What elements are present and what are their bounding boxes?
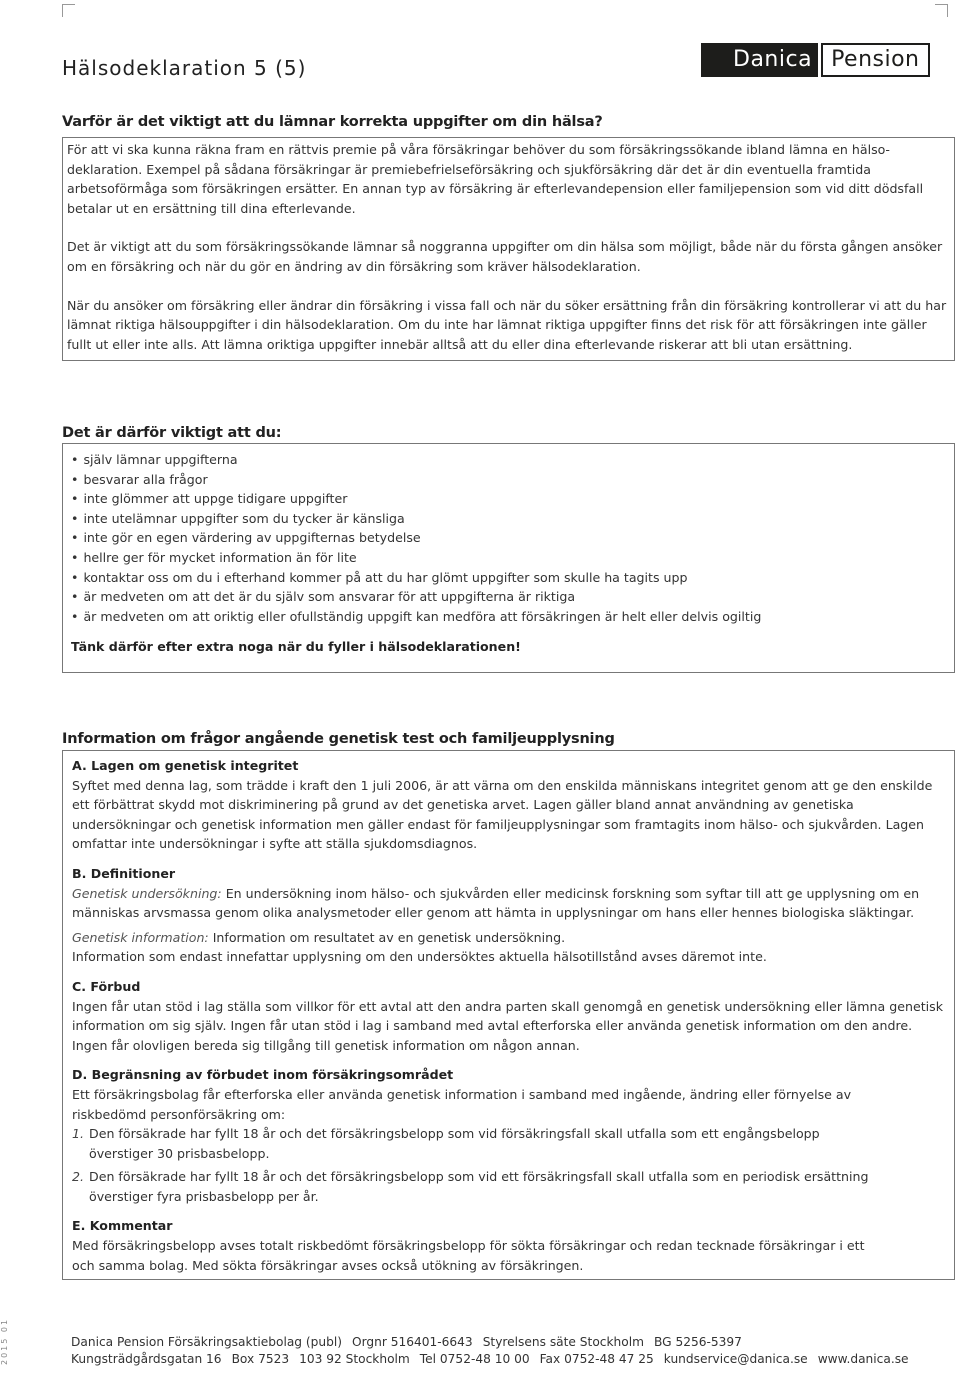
footer — [71, 1334, 919, 1368]
section1-paragraph-1: För att vi ska kunna räkna fram en rättvis premie på våra försäkringar behöver du som försäkringssökande ibland lämna en hälsodeklaration. Exempel på sådana försäkringar är premiebefrielseförsäkring och sjukförsäkring där det är din eventuella framtida arbetsoförmåga som försäkringen ersätter. En annan typ av försäkring är efterlevandepension eller familjepension som vid ditt dödsfall betalar ut en ersättning till dina efterlevande. — [67, 142, 924, 216]
definition-genetic-information — [72, 928, 945, 948]
definition-genetic-information-note: Information som endast innefattar upplysning om den undersöktes aktuella hälsotillstånd avses däremot inte. — [72, 949, 767, 965]
footer-email: kundservice@danica.se — [663, 1352, 808, 1366]
logo-danica: Danica — [701, 43, 818, 77]
section1-paragraph-2: Det är viktigt att du som försäkringssökande lämnar så noggranna uppgifter om din hälsa som möjligt, både när du första gången ansöker om en försäkring och när du gör en ändring av din försäkring som kräver hälsodeklaration. — [67, 239, 943, 274]
footer-website: www.danica.se — [817, 1352, 909, 1366]
term-genetic-examination: Genetisk undersökning: — [72, 885, 222, 901]
list-item — [72, 1124, 945, 1163]
subsection-c-heading: C. Förbud — [72, 978, 141, 994]
list-item: • hellre ger för mycket information än för lite — [71, 548, 946, 568]
document-title: Hälsodeklaration 5 (5) — [62, 56, 307, 80]
subsection-e-heading: E. Kommentar — [72, 1218, 173, 1234]
list-item: • är medveten om att oriktig eller ofullständig uppgift kan medföra att försäkringen är helt eller delvis ogiltig — [71, 607, 946, 627]
logo-pension: Pension — [821, 43, 929, 77]
footer-fax: Fax 0752-48 47 25 — [539, 1352, 654, 1366]
subsection-b-heading: B. Definitioner — [72, 865, 176, 881]
footer-seat: Styrelsens säte Stockholm — [482, 1335, 644, 1349]
list-item-number: 1. — [72, 1126, 85, 1142]
def-genetic-examination: En undersökning inom hälso- och sjukvården eller medicinsk forskning som syftar till att ge upplysning om en människas arvsmassa genom olika analysmetoder eller genom att hämta in upplysningar om hans eller hennes biologiska släktingar. — [72, 885, 920, 921]
print-code: 2015 01 — [0, 1317, 9, 1365]
subsection-a-text: Syftet med denna lag, som trädde i kraft den 1 juli 2006, är att värna om den enskilda människans integritet genom att ge den enskilde ett förbättrat skydd mot diskriminering på grund av det genetiska arvet. Lagen gäller bland annat användning av genetiska undersökningar och genetisk information men gäller endast för familjeupplysningar som framtagits inom hälso- och sjukvården. Lagen omfattar inte undersökningar i syfte att ställa sjukdomsdiagnos. — [72, 777, 933, 852]
section1-box — [62, 137, 955, 361]
list-item: • kontaktar oss om du i efterhand kommer på att du har glömt uppgifter som skulle ha tagits upp — [71, 568, 946, 588]
list-item: • är medveten om att det är du själv som ansvarar för att uppgifterna är riktiga — [71, 587, 946, 607]
danica-pension-logo — [701, 43, 930, 77]
subsection-e — [72, 1216, 945, 1275]
footer-street: Kungsträdgårdsgatan 16 — [71, 1352, 222, 1366]
subsection-c-text: Ingen får utan stöd i lag ställa som villkor för ett avtal att den andra parten skall genomgå en genetisk undersökning eller lämna genetisk information om sig själv. Ingen får utan stöd i lag i samband med avtal efterforska eller använda genetisk information om den andre. Ingen får olovligen bereda sig tillgång till genetisk information om någon annan. — [72, 998, 943, 1053]
list-item — [72, 1167, 945, 1206]
footer-line-1 — [71, 1334, 919, 1351]
definition-genetic-examination — [72, 884, 945, 923]
footer-box: Box 7523 — [231, 1352, 290, 1366]
section3-box — [62, 750, 955, 1280]
list-item: • inte utelämnar uppgifter som du tycker är känsliga — [71, 509, 946, 529]
crop-mark-top-right — [935, 4, 948, 17]
footer-company: Danica Pension Försäkringsaktiebolag (publ) — [71, 1335, 342, 1349]
list-item: • själv lämnar uppgifterna — [71, 450, 946, 470]
checklist — [71, 450, 946, 626]
footer-line-2 — [71, 1351, 919, 1368]
list-item-text: Den försäkrade har fyllt 18 år och det försäkringsbelopp som vid försäkringsfall skall utfalla som ett engångsbelopp överstiger 30 prisbasbelopp. — [89, 1126, 820, 1161]
list-item: • besvarar alla frågor — [71, 470, 946, 490]
section1-heading: Varför är det viktigt att du lämnar korrekta uppgifter om din hälsa? — [62, 114, 603, 130]
section3-heading: Information om frågor angående genetisk test och familjeupplysning — [62, 731, 615, 747]
list-item-text: Den försäkrade har fyllt 18 år och det försäkringsbelopp som vid ett försäkringsfall skall utfalla som en periodisk ersättning överstiger fyra prisbasbelopp per år. — [89, 1169, 869, 1204]
footer-orgnr: Orgnr 516401-6643 — [352, 1335, 473, 1349]
section2-heading: Det är därför viktigt att du: — [62, 425, 282, 441]
subsection-d-heading: D. Begränsning av förbudet inom försäkringsområdet — [72, 1067, 454, 1083]
subsection-d-intro: Ett försäkringsbolag får efterforska eller använda genetisk information i samband med ingående, ändring eller förnyelse av riskbedömd personförsäkring om: — [72, 1086, 852, 1122]
def-genetic-information: Information om resultatet av en genetisk undersökning. — [208, 929, 566, 945]
section1-paragraph-3: När du ansöker om försäkring eller ändrar din försäkring i vissa fall och när du söker ersättning från din försäkring kontrollerar vi att du har lämnat riktiga hälsouppgifter i din hälsodeklaration. Om du inte har lämnat riktiga uppgifter finns det risk för att försäkringen inte gäller fullt ut eller inte alls. Att lämna oriktiga uppgifter innebär alltså att du eller dina efterlevande riskerar att bli utan ersättning. — [67, 297, 947, 352]
list-item: • inte gör en egen värdering av uppgifternas betydelse — [71, 528, 946, 548]
footer-phone: Tel 0752-48 10 00 — [419, 1352, 530, 1366]
crop-mark-top-left — [62, 4, 75, 17]
list-item-number: 2. — [72, 1169, 85, 1185]
subsection-c — [72, 977, 945, 1055]
footer-bankgiro: BG 5256-5397 — [653, 1335, 742, 1349]
subsection-d — [72, 1065, 945, 1206]
section2-box — [62, 443, 955, 673]
subsection-b — [72, 864, 945, 967]
subsection-e-text: Med försäkringsbelopp avses totalt riskbedömt försäkringsbelopp för sökta försäkringar och redan tecknade försäkringar i ett och samma bolag. Med sökta försäkringar avses också utökning av försäkringen. — [72, 1238, 865, 1273]
footer-city: 103 92 Stockholm — [299, 1352, 410, 1366]
list-item: • inte glömmer att uppge tidigare uppgifter — [71, 489, 946, 509]
term-genetic-information: Genetisk information: — [72, 929, 209, 945]
subsection-d-list — [72, 1124, 945, 1206]
subsection-a — [72, 756, 945, 854]
remark-text: Tänk därför efter extra noga när du fyller i hälsodeklarationen! — [71, 639, 521, 655]
subsection-a-heading: A. Lagen om genetisk integritet — [72, 758, 299, 773]
